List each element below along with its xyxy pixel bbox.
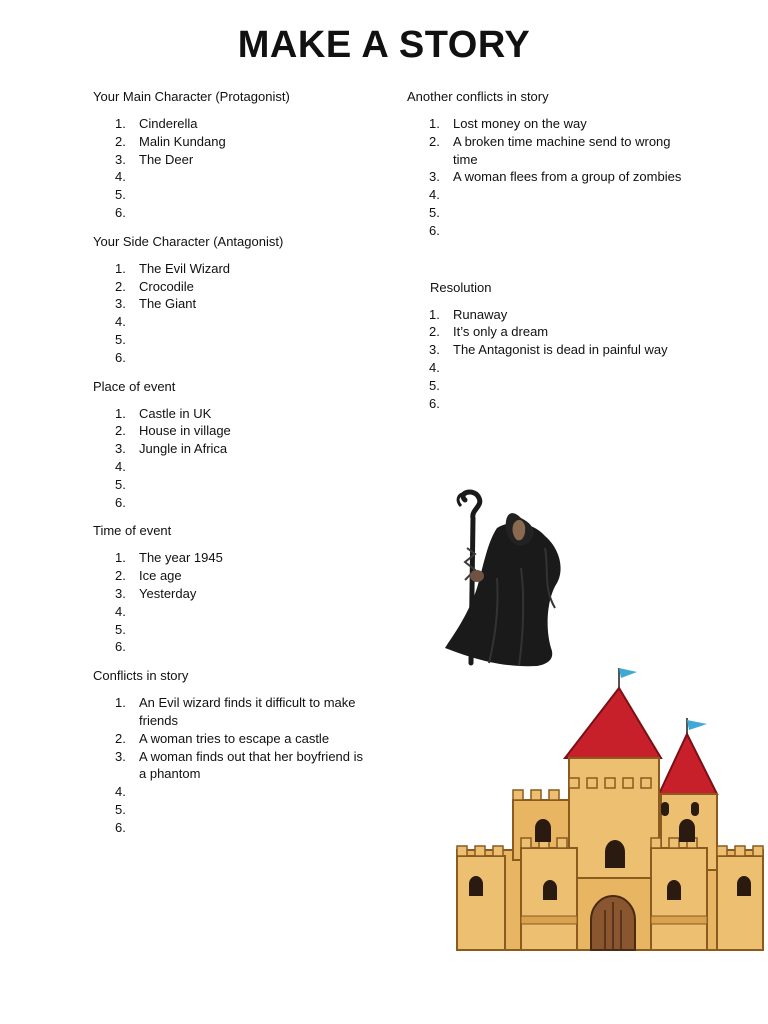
list-item	[407, 204, 687, 222]
item-number: 2.	[115, 278, 126, 294]
item-number: 5.	[115, 187, 126, 203]
list-item	[93, 638, 393, 656]
left-column	[93, 88, 393, 848]
item-number: 1.	[115, 260, 126, 276]
list-item	[93, 494, 393, 512]
item-number: 6.	[115, 639, 126, 655]
item-number: 2.	[115, 568, 126, 584]
item-number: 6.	[115, 204, 126, 220]
item-text: A woman tries to escape a castle	[139, 730, 330, 746]
item-number: 3.	[115, 441, 126, 457]
item-text: A broken time machine send to wrong time	[453, 133, 671, 167]
item-number: 3.	[115, 151, 126, 167]
item-text: The Giant	[139, 296, 197, 312]
list-item	[93, 748, 373, 784]
item-number: 5.	[115, 621, 126, 637]
item-number: 3.	[115, 748, 126, 764]
item-number: 3.	[115, 585, 126, 601]
item-number: 4.	[115, 314, 126, 330]
list-item	[93, 422, 393, 440]
item-text: Runaway	[453, 306, 508, 322]
list-item	[407, 306, 687, 324]
item-number: 2.	[115, 133, 126, 149]
section-resolution	[407, 279, 687, 413]
list-item	[407, 323, 687, 341]
item-text: Yesterday	[139, 585, 197, 601]
section-heading: Your Side Character (Antagonist)	[93, 233, 284, 249]
list-item	[93, 313, 393, 331]
item-number: 4.	[115, 603, 126, 619]
list-item	[93, 115, 393, 133]
item-text: Malin Kundang	[139, 133, 226, 149]
section-heading: Resolution	[430, 279, 492, 295]
item-number: 2.	[115, 730, 126, 746]
list-item	[407, 186, 687, 204]
item-number: 5.	[115, 476, 126, 492]
item-text: The Evil Wizard	[139, 260, 231, 276]
item-number: 5.	[429, 204, 440, 220]
section-heading: Conflicts in story	[93, 668, 189, 684]
item-number: 5.	[429, 377, 440, 393]
item-list	[93, 260, 393, 367]
section-heading: Place of event	[93, 378, 176, 394]
item-number: 4.	[115, 458, 126, 474]
item-text: A woman flees from a group of zombies	[453, 169, 682, 185]
list-item	[93, 349, 393, 367]
item-list	[93, 694, 373, 836]
item-number: 5.	[115, 801, 126, 817]
list-item	[407, 168, 687, 186]
section-heading: Your Main Character (Protagonist)	[93, 89, 290, 104]
wizard-illustration	[437, 488, 577, 676]
list-item	[407, 341, 687, 359]
item-text: Castle in UK	[139, 405, 212, 421]
list-item	[93, 621, 393, 639]
item-list	[93, 405, 393, 512]
item-number: 2.	[115, 423, 126, 439]
list-item	[407, 359, 687, 377]
list-item	[93, 801, 373, 819]
section-time	[93, 522, 393, 656]
section-heading: Time of event	[93, 523, 172, 539]
list-item	[93, 440, 393, 458]
item-number: 4.	[115, 169, 126, 185]
item-number: 4.	[429, 359, 440, 375]
list-item	[93, 405, 393, 423]
list-item	[93, 168, 393, 186]
list-item	[93, 549, 393, 567]
list-item	[93, 331, 393, 349]
section-place	[93, 378, 393, 512]
list-item	[93, 783, 373, 801]
list-item	[93, 204, 393, 222]
section-heading: Another conflicts in story	[407, 89, 549, 104]
section-conflicts	[93, 667, 393, 836]
list-item	[93, 278, 393, 296]
item-text: It’s only a dream	[453, 324, 549, 340]
item-number: 6.	[115, 819, 126, 835]
item-text: Cinderella	[139, 116, 198, 131]
item-number: 1.	[429, 306, 440, 322]
list-item	[407, 395, 687, 413]
item-list	[407, 306, 687, 413]
item-number: 6.	[115, 349, 126, 365]
item-number: 3.	[429, 169, 440, 185]
list-item	[407, 377, 687, 395]
item-number: 4.	[115, 784, 126, 800]
item-number: 6.	[115, 494, 126, 510]
list-item	[407, 222, 687, 240]
item-list	[93, 115, 393, 222]
item-number: 1.	[115, 405, 126, 421]
list-item	[407, 133, 687, 169]
list-item	[93, 458, 393, 476]
item-number: 1.	[115, 116, 126, 131]
list-item	[93, 603, 393, 621]
item-text: The year 1945	[139, 550, 223, 566]
list-item	[93, 151, 393, 169]
item-number: 3.	[115, 296, 126, 312]
section-another-conflicts	[407, 88, 687, 240]
item-text: The Deer	[139, 151, 194, 167]
item-number: 1.	[115, 550, 126, 566]
section-protagonist	[93, 88, 393, 222]
item-number: 3.	[429, 342, 440, 358]
item-number: 2.	[429, 133, 440, 149]
list-item	[93, 133, 393, 151]
castle-illustration	[455, 660, 765, 955]
item-number: 2.	[429, 324, 440, 340]
list-item	[93, 295, 393, 313]
item-number: 4.	[429, 187, 440, 203]
item-number: 6.	[429, 395, 440, 411]
item-number: 6.	[429, 222, 440, 238]
item-text: Ice age	[139, 568, 182, 584]
section-antagonist	[93, 233, 393, 367]
item-text: Crocodile	[139, 278, 194, 294]
item-text: House in village	[139, 423, 231, 439]
list-item	[93, 186, 393, 204]
item-text: Jungle in Africa	[139, 441, 228, 457]
item-text: The Antagonist is dead in painful way	[453, 342, 668, 358]
item-list	[407, 115, 687, 240]
item-text: Lost money on the way	[453, 116, 587, 131]
list-item	[93, 585, 393, 603]
list-item	[93, 819, 373, 837]
list-item	[93, 567, 393, 585]
list-item	[93, 694, 373, 730]
item-text: A woman finds out that her boyfriend is a phantom	[139, 748, 364, 782]
list-item	[407, 115, 687, 133]
item-number: 1.	[115, 695, 126, 711]
item-number: 5.	[115, 331, 126, 347]
item-list	[93, 549, 393, 656]
list-item	[93, 730, 373, 748]
list-item	[93, 476, 393, 494]
page-title: MAKE A STORY	[237, 24, 531, 66]
item-text: An Evil wizard finds it difficult to make friends	[139, 695, 356, 728]
list-item	[93, 260, 393, 278]
item-number: 1.	[429, 116, 440, 131]
right-column	[407, 88, 687, 423]
